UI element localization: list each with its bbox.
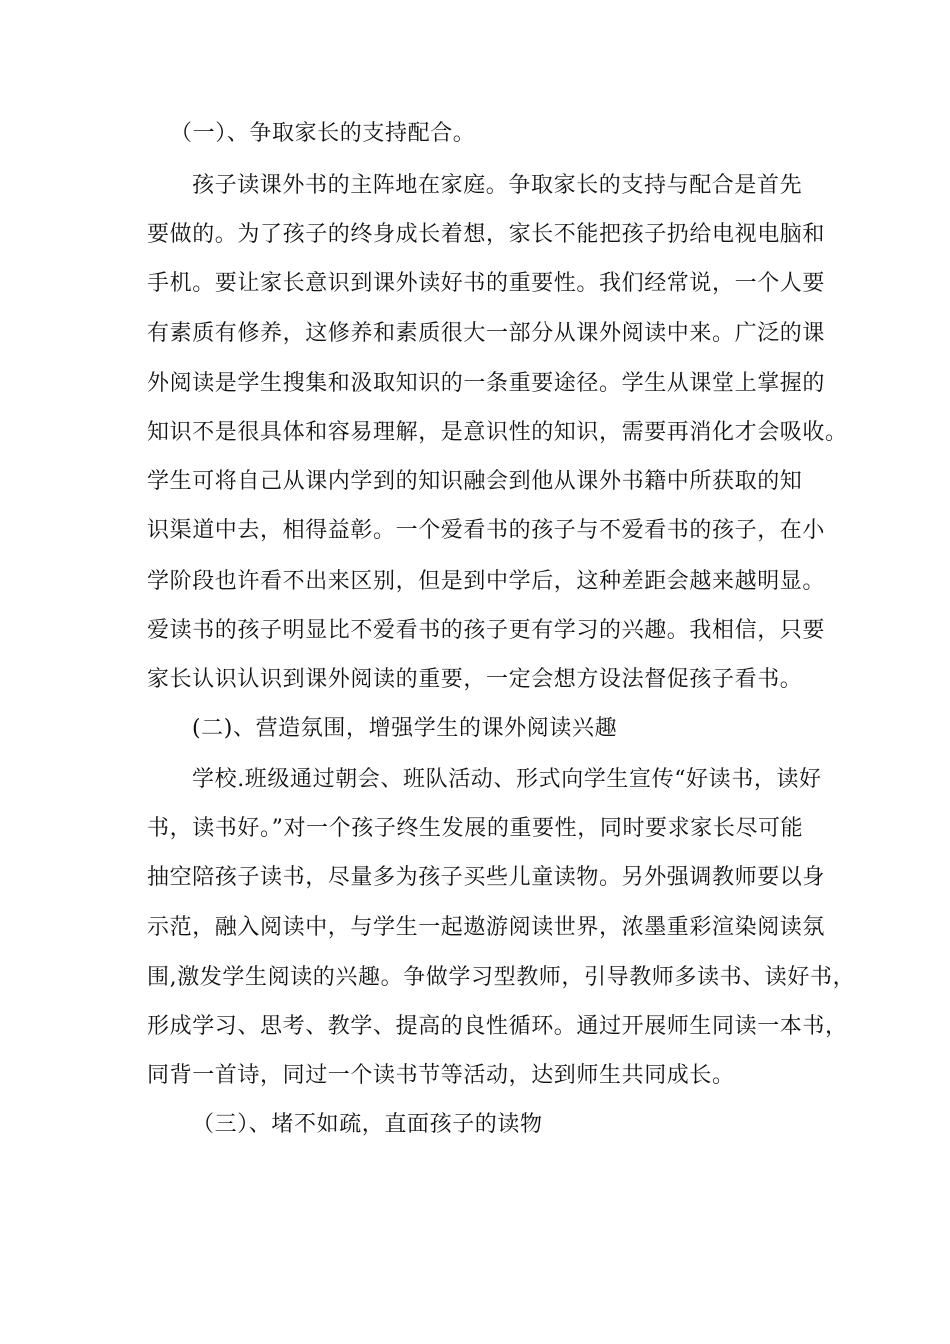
paragraph-line: 爱读书的孩子明显比不爱看书的孩子更有学习的兴趣。我相信，只要 bbox=[147, 618, 826, 643]
paragraph-line: 要做的。为了孩子的终身成长着想，家长不能把孩子扔给电视电脑和 bbox=[147, 222, 826, 247]
heading-section-2: (二)、营造氛围，增强学生的课外阅读兴趣 bbox=[192, 716, 618, 741]
paragraph-line: 家长认识认识到课外阅读的重要，一定会想方设法督促孩子看书。 bbox=[147, 667, 803, 692]
paragraph-line: 手机。要让家长意识到课外读好书的重要性。我们经常说，一个人要 bbox=[147, 271, 826, 296]
paragraph-line: 书，读书好。”对一个孩子终生发展的重要性，同时要求家长尽可能 bbox=[147, 816, 804, 841]
paragraph-line: 抽空陪孩子读书，尽量多为孩子买些儿童读物。另外强调教师要以身 bbox=[147, 865, 826, 890]
paragraph-line: 有素质有修养，这修养和素质很大一部分从课外阅读中来。广泛的课 bbox=[147, 321, 826, 346]
paragraph-line: 学生可将自己从课内学到的知识融会到他从课外书籍中所获取的知 bbox=[147, 469, 803, 494]
heading-section-3: （三）、堵不如疏，直面孩子的读物 bbox=[192, 1112, 543, 1137]
paragraph-line: 知识不是很具体和容易理解，是意识性的知识，需要再消化才会吸收。 bbox=[147, 420, 848, 445]
paragraph-line: 学阶段也许看不出来区别，但是到中学后，这种差距会越来越明显。 bbox=[147, 569, 826, 594]
paragraph-line: 识渠道中去，相得益彰。一个爱看书的孩子与不爱看书的孩子，在小 bbox=[147, 518, 826, 543]
paragraph-line: 同背一首诗，同过一个读书节等活动，达到师生共同成长。 bbox=[147, 1063, 735, 1088]
paragraph-line: 外阅读是学生搜集和汲取知识的一条重要途径。学生从课堂上掌握的 bbox=[147, 371, 826, 396]
paragraph-line: 形成学习、思考、教学、提高的良性循环。通过开展师生同读一本书， bbox=[147, 1014, 848, 1039]
paragraph-line: 围,激发学生阅读的兴趣。争做学习型教师，引导教师多读书、读好书， bbox=[147, 965, 856, 990]
paragraph-line: 学校.班级通过朝会、班队活动、形式向学生宣传“好读书，读好 bbox=[192, 767, 822, 792]
paragraph-line: 孩子读课外书的主阵地在家庭。争取家长的支持与配合是首先 bbox=[192, 173, 803, 198]
heading-section-1: （一）、争取家长的支持配合。 bbox=[170, 121, 476, 146]
paragraph-line: 示范，融入阅读中，与学生一起遨游阅读世界，浓墨重彩渲染阅读氛 bbox=[147, 915, 826, 940]
